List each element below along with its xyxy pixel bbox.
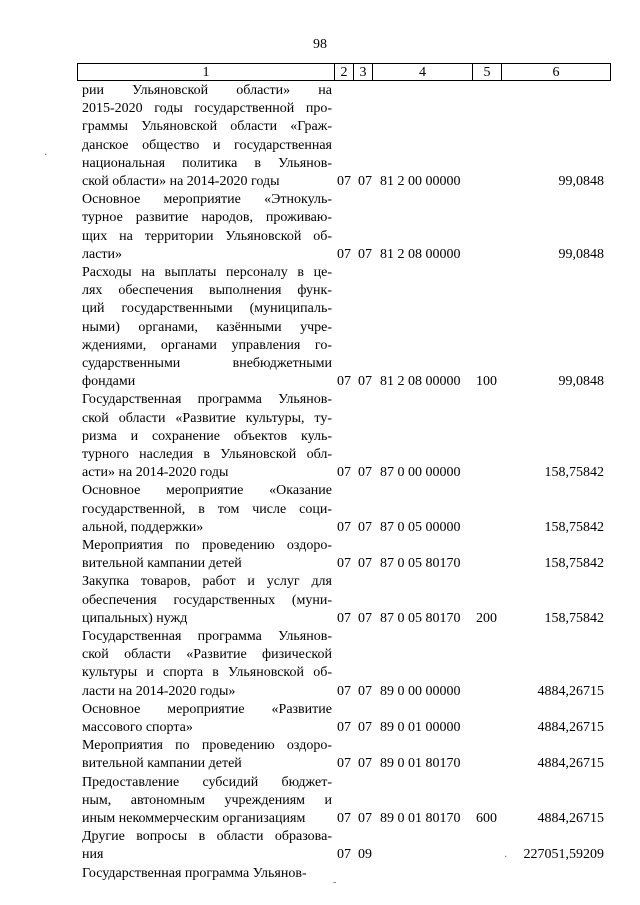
description-line: Предоставление субсидий бюджет- (82, 774, 332, 790)
table-row (0, 828, 640, 864)
row-section-code: 07 (337, 556, 351, 572)
row-description (82, 573, 332, 628)
row-description (82, 264, 332, 391)
row-amount: 4884,26715 (537, 810, 604, 826)
table-row (0, 737, 640, 773)
row-subsection-code: 07 (358, 610, 372, 626)
table-row (0, 391, 640, 482)
row-description (82, 82, 332, 191)
description-line: ской области «Развитие физической (82, 647, 332, 663)
row-subsection-code: 07 (358, 810, 372, 826)
row-target-article-code: 87 0 05 80170 (380, 556, 461, 572)
row-expense-type-code: 200 (476, 610, 497, 626)
row-section-code: 07 (337, 756, 351, 772)
description-line: лях обеспечения выполнения функ- (82, 283, 332, 299)
column-header-table (77, 63, 611, 81)
row-section-code: 07 (337, 374, 351, 390)
row-section-code: 07 (337, 465, 351, 481)
row-target-article-code: 89 0 01 80170 (380, 756, 461, 772)
row-section-code: 07 (337, 610, 351, 626)
column-header-5: 5 (473, 64, 502, 81)
row-section-code: 07 (337, 519, 351, 535)
row-subsection-code: 07 (358, 556, 372, 572)
description-line: 2015-2020 годы государственной про- (82, 101, 332, 117)
description-line: ризма и сохранение объектов куль- (82, 428, 332, 444)
row-target-article-code: 87 0 05 00000 (380, 519, 461, 535)
table-row (0, 573, 640, 628)
row-subsection-code: 07 (358, 174, 372, 189)
table-row (0, 191, 640, 264)
description-line: культуры и спорта в Ульяновской об- (82, 665, 332, 681)
row-section-code: 07 (337, 847, 351, 863)
row-section-code: 07 (337, 683, 351, 699)
description-line: альной, поддержки» (82, 519, 204, 535)
description-line: ской области «Развитие культуры, ту- (82, 410, 332, 426)
row-amount: 4884,26715 (537, 756, 604, 772)
row-description (82, 537, 332, 573)
description-line: национальная политика в Ульянов- (82, 155, 332, 171)
row-amount: 158,75842 (544, 519, 604, 535)
description-line: Мероприятия по проведению оздоро- (82, 538, 332, 553)
description-line: щих на территории Ульяновской об- (82, 228, 332, 244)
row-target-article-code: 87 0 05 80170 (380, 610, 461, 626)
row-description (82, 828, 332, 864)
row-subsection-code: 09 (358, 847, 372, 863)
row-target-article-code: 81 2 08 00000 (380, 374, 461, 390)
description-line: ласти на 2014-2020 годы» (82, 683, 236, 699)
description-line: данское общество и государственная (82, 137, 332, 153)
description-line: граммы Ульяновской области «Граж- (82, 119, 332, 135)
row-section-code: 07 (337, 810, 351, 826)
row-amount: 158,75842 (544, 556, 604, 572)
column-header-6: 6 (502, 64, 611, 81)
description-line: вительной кампании детей (82, 556, 242, 572)
description-line: Расходы на выплаты персоналу в це- (82, 265, 332, 280)
table-row (0, 482, 640, 537)
description-line: рии Ульяновской области» на (82, 83, 332, 98)
table-row (0, 82, 640, 191)
description-line: массового спорта» (82, 719, 193, 735)
description-line: сударственными внебюджетными (82, 355, 332, 371)
row-description (82, 774, 332, 829)
column-header-1: 1 (78, 64, 335, 81)
row-subsection-code: 07 (358, 374, 372, 390)
description-line: Основное мероприятие «Оказание (82, 483, 332, 499)
row-expense-type-code: 100 (476, 374, 497, 390)
row-amount: 158,75842 (544, 610, 604, 626)
description-line: Государственная программа Ульянов- (82, 392, 332, 408)
table-row (0, 264, 640, 391)
description-line: ципальных) нужд (82, 610, 188, 626)
row-amount: 227051,59209 (523, 847, 604, 863)
scan-speck: · (504, 852, 508, 863)
description-line: ждениями, органами управления го- (82, 337, 332, 353)
description-line: Государственная программа Ульянов- (82, 629, 332, 644)
description-line: Основное мероприятие «Этнокуль- (82, 192, 332, 208)
row-amount: 158,75842 (544, 465, 604, 481)
row-description (82, 191, 332, 264)
row-description (82, 737, 332, 773)
description-line: асти» на 2014-2020 годы (82, 465, 229, 481)
description-line: иным некоммерческим организациям (82, 810, 306, 826)
description-line: государственной, в том числе соци- (82, 501, 332, 517)
description-line: ными) органами, казёнными учре- (82, 319, 332, 335)
row-amount: 99,0848 (558, 374, 604, 390)
table-row (0, 701, 640, 737)
row-description (82, 391, 332, 482)
row-subsection-code: 07 (358, 756, 372, 772)
description-line: ской области» на 2014-2020 годы (82, 173, 280, 189)
description-line: турное развитие народов, проживаю- (82, 210, 332, 226)
description-line: Основное мероприятие «Развитие (82, 701, 332, 717)
row-target-article-code: 81 2 00 00000 (380, 174, 461, 189)
column-header-4: 4 (373, 64, 473, 81)
column-header-2: 2 (335, 64, 354, 81)
table-row (0, 774, 640, 829)
description-line: Закупка товаров, работ и услуг для (82, 574, 332, 590)
row-subsection-code: 07 (358, 519, 372, 535)
table-row (0, 537, 640, 573)
description-line: ций государственными (муниципаль- (82, 301, 332, 317)
row-expense-type-code: 600 (476, 810, 497, 826)
row-subsection-code: 07 (358, 465, 372, 481)
table-row (0, 628, 640, 701)
row-amount: 99,0848 (558, 246, 604, 262)
row-target-article-code: 89 0 00 00000 (380, 683, 461, 699)
row-section-code: 07 (337, 174, 351, 189)
row-description (82, 482, 332, 537)
description-line: турного наследия в Ульяновской обл- (82, 446, 332, 462)
column-header-row (78, 64, 611, 81)
row-section-code: 07 (337, 246, 351, 262)
row-subsection-code: 07 (358, 719, 372, 735)
row-description (82, 701, 332, 737)
description-line: ласти» (82, 246, 123, 262)
description-line: вительной кампании детей (82, 756, 242, 772)
row-section-code: 07 (337, 719, 351, 735)
description-line: ния (82, 847, 104, 863)
description-line: обеспечения государственных (муни- (82, 592, 332, 608)
scan-speck: - (333, 877, 337, 888)
row-target-article-code: 89 0 01 00000 (380, 719, 461, 735)
row-amount: 99,0848 (558, 174, 604, 189)
description-line: ным, автономным учреждениям и (82, 792, 332, 808)
description-line: Мероприятия по проведению оздоро- (82, 738, 332, 754)
row-amount: 4884,26715 (537, 683, 604, 699)
scan-speck: · (44, 150, 48, 161)
column-header-3: 3 (354, 64, 373, 81)
row-description (82, 628, 332, 701)
description-line: Государственная программа Ульянов- (82, 865, 307, 881)
description-line: Другие вопросы в области образова- (82, 829, 332, 845)
row-amount: 4884,26715 (537, 719, 604, 735)
page-number: 98 (313, 37, 327, 52)
row-subsection-code: 07 (358, 683, 372, 699)
row-description (82, 865, 332, 883)
table-row (0, 865, 640, 883)
row-target-article-code: 89 0 01 80170 (380, 810, 461, 826)
row-subsection-code: 07 (358, 246, 372, 262)
row-target-article-code: 81 2 08 00000 (380, 246, 461, 262)
description-line: фондами (82, 374, 136, 390)
row-target-article-code: 87 0 00 00000 (380, 465, 461, 481)
